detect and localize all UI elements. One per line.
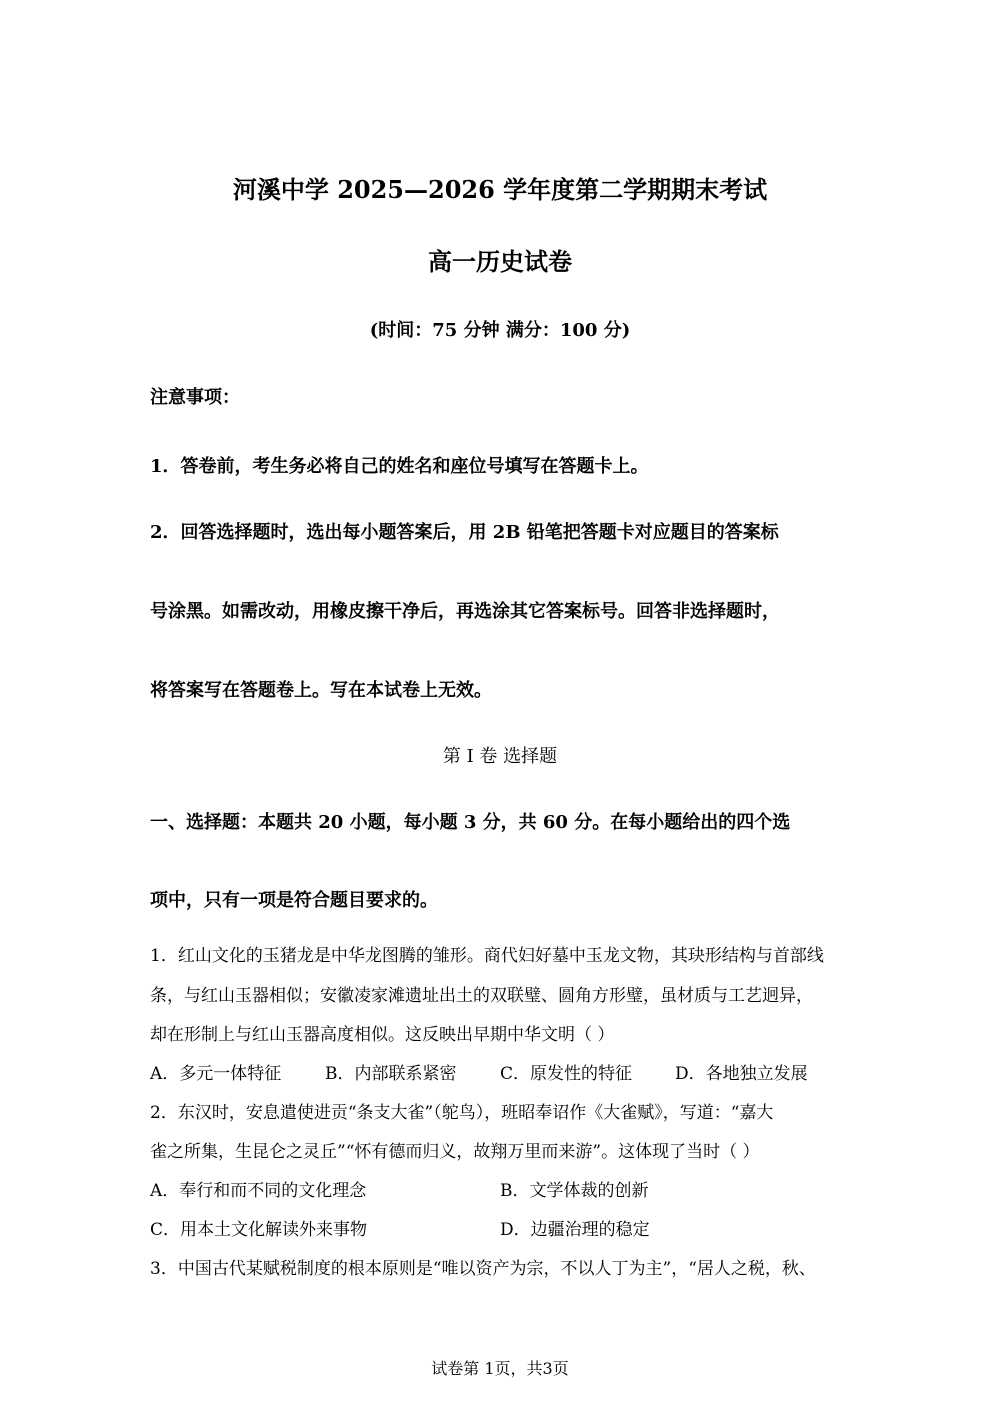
section-instruction: 一、选择题：本题共 20 小题，每小题 3 分，共 60 分。在每小题给出的四个选 (150, 812, 791, 833)
question-option: A．奉行和而不同的文化理念 (150, 1181, 367, 1201)
notice-heading: 注意事项： (150, 387, 240, 408)
exam-title: 河溪中学 2025—2026 学年度第二学期期末考试 (232, 175, 768, 204)
section-title: 第 I 卷 选择题 (442, 746, 558, 767)
question-option: D．边疆治理的稳定 (500, 1220, 650, 1240)
question-stem-line: 2．东汉时，安息遣使进贡“条支大雀”（鸵鸟），班昭奉诏作《大雀赋》，写道：“嘉大 (150, 1103, 774, 1123)
question-option: A．多元一体特征 (150, 1064, 282, 1084)
question-stem-line: 1．红山文化的玉猪龙是中华龙图腾的雏形。商代妇好墓中玉龙文物，其玦形结构与首部线 (150, 946, 824, 966)
question-option: C．用本土文化解读外来事物 (150, 1220, 368, 1240)
notice-line: 2．回答选择题时，选出每小题答案后，用 2B 铅笔把答题卡对应题目的答案标 (150, 522, 779, 543)
question-option: B．文学体裁的创新 (500, 1181, 649, 1201)
notice-line: 号涂黑。如需改动，用橡皮擦干净后，再选涂其它答案标号。回答非选择题时， (150, 601, 780, 622)
page-footer: 试卷第 1页，共3页 (431, 1359, 569, 1378)
exam-subtitle: 高一历史试卷 (428, 247, 572, 276)
question-stem-line: 条，与红山玉器相似；安徽凌家滩遗址出土的双联璧、圆角方形璧，虽材质与工艺迥异， (150, 986, 813, 1006)
section-instruction: 项中，只有一项是符合题目要求的。 (150, 890, 438, 911)
question-option: D．各地独立发展 (675, 1064, 808, 1084)
question-stem-line: 雀之所集，生昆仑之灵丘”“怀有德而归义，故翔万里而来游”。这体现了当时（ ） (150, 1142, 760, 1162)
notice-line: 1．答卷前，考生务必将自己的姓名和座位号填写在答题卡上。 (150, 456, 649, 477)
question-stem-line: 却在形制上与红山玉器高度相似。这反映出早期中华文明（ ） (150, 1025, 615, 1045)
question-stem-line: 3．中国古代某赋税制度的根本原则是“唯以资产为宗，不以人丁为主”，“居人之税，秋、 (150, 1259, 816, 1279)
exam-info: (时间：75 分钟 满分：100 分) (369, 320, 631, 341)
notice-line: 将答案写在答题卷上。写在本试卷上无效。 (150, 680, 492, 701)
question-option: C．原发性的特征 (500, 1064, 633, 1084)
question-option: B．内部联系紧密 (325, 1064, 457, 1084)
